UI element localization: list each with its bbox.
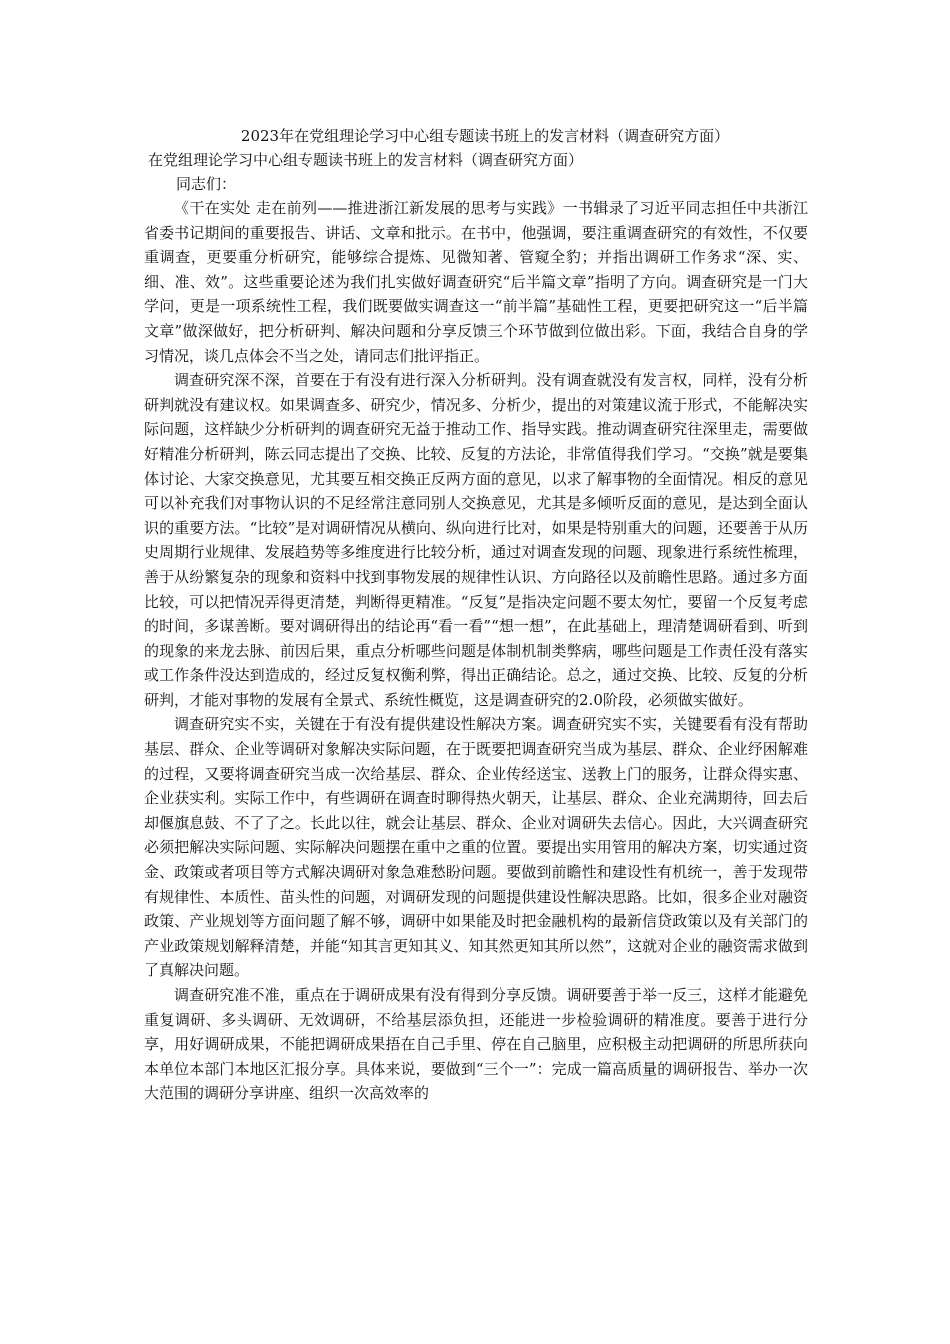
document-subtitle: 在党组理论学习中心组专题读书班上的发言材料（调查研究方面） bbox=[148, 151, 584, 169]
document-page bbox=[144, 124, 808, 1106]
paragraph-intro: 《干在实处 走在前列——推进浙江新发展的思考与实践》一书辑录了习近平同志担任中共浙江省委书记期间的重要报告、讲话、文章和批示。在书中，他强调，要注重调查研究的有效性，不仅要重调查，更要重分析研究，能够综合提炼、见微知著、管窥全豹；并指出调研工作务求“深、实、细、准、效”。这些重要论述为我们扎实做好调查研究“后半篇文章”指明了方向。调查研究是一门大学问，更是一项系统性工程，我们既要做实调查这一“前半篇”基础性工程，更要把研究这一“后半篇文章”做深做好，把分析研判、解决问题和分享反馈三个环节做到位做出彩。下面，我结合自身的学习情况，谈几点体会不当之处，请同志们批评指正。 bbox=[144, 199, 808, 365]
paragraph-sharing: 调查研究准不准，重点在于调研成果有没有得到分享反馈。调研要善于举一反三，这样才能避免重复调研、多头调研、无效调研，不给基层添负担，还能进一步检验调研的精准度。要善于进行分享，用好调研成果，不能把调研成果捂在自己手里、停在自己脑里，应积极主动把调研的所思所获向本单位本部门本地区汇报分享。具体来说，要做到“三个一”：完成一篇高质量的调研报告、举办一次大范围的调研分享讲座、组织一次高效率的 bbox=[144, 986, 808, 1103]
paragraph-analysis: 调查研究深不深，首要在于有没有进行深入分析研判。没有调查就没有发言权，同样，没有分析研判就没有建议权。如果调查多、研究少，情况多、分析少，提出的对策建议流于形式，不能解决实际问题，这样缺少分析研判的调查研究无益于推动工作、指导实践。推动调查研究往深里走，需要做好精准分析研判，陈云同志提出了交换、比较、反复的方法论，非常值得我们学习。“交换”就是要集体讨论、大家交换意见，尤其要互相交换正反两方面的意见，以求了解事物的全面情况。相反的意见可以补充我们对事物认识的不足经常注意同别人交换意见，尤其是多倾听反面的意见，是达到全面认识的重要方法。“比较”是对调研情况从横向、纵向进行比对，如果是特别重大的问题，还要善于从历史周期行业规律、发展趋势等多维度进行比较分析，通过对调查发现的问题、现象进行系统性梳理，善于从纷繁复杂的现象和资料中找到事物发展的规律性认识、方向路径以及前瞻性思路。通过多方面比较，可以把情况弄得更清楚，判断得更精准。“反复”是指决定问题不要太匆忙，要留一个反复考虑的时间，多谋善断。要对调研得出的结论再“看一看”“想一想”，在此基础上，理清楚调研看到、听到的现象的来龙去脉、前因后果，重点分析哪些问题是体制机制类弊病，哪些问题是工作责任没有落实或工作条件没达到造成的，经过反复权衡利弊，得出正确结论。总之，通过交换、比较、反复的分析研判，才能对事物的发展有全景式、系统性概览，这是调查研究的2.0阶段，必须做实做好。 bbox=[144, 371, 808, 709]
document-title: 2023年在党组理论学习中心组专题读书班上的发言材料（调查研究方面） bbox=[240, 127, 730, 145]
greeting: 同志们： bbox=[176, 175, 237, 193]
paragraph-solutions: 调查研究实不实，关键在于有没有提供建设性解决方案。调查研究实不实，关键要看有没有帮助基层、群众、企业等调研对象解决实际问题，在于既要把调查研究当成为基层、群众、企业纾困解难的过程，又要将调查研究当成一次给基层、群众、企业传经送宝、送教上门的服务，让群众得实惠、企业获实利。实际工作中，有些调研在调查时聊得热火朝天，让基层、群众、企业充满期待，回去后却偃旗息鼓、不了了之。长此以往，就会让基层、群众、企业对调研失去信心。因此，大兴调查研究必须把解决实际问题、实际解决问题摆在重中之重的位置。要提出实用管用的解决方案，切实通过资金、政策或者项目等方式解决调研对象急难愁盼问题。要做到前瞻性和建设性有机统一，善于发现带有规律性、本质性、苗头性的问题，对调研发现的问题提供建设性解决思路。比如，很多企业对融资政策、产业规划等方面问题了解不够，调研中如果能及时把金融机构的最新信贷政策以及有关部门的产业政策规划解释清楚，并能“知其言更知其义、知其然更知其所以然”，这就对企业的融资需求做到了真解决问题。 bbox=[144, 715, 808, 980]
